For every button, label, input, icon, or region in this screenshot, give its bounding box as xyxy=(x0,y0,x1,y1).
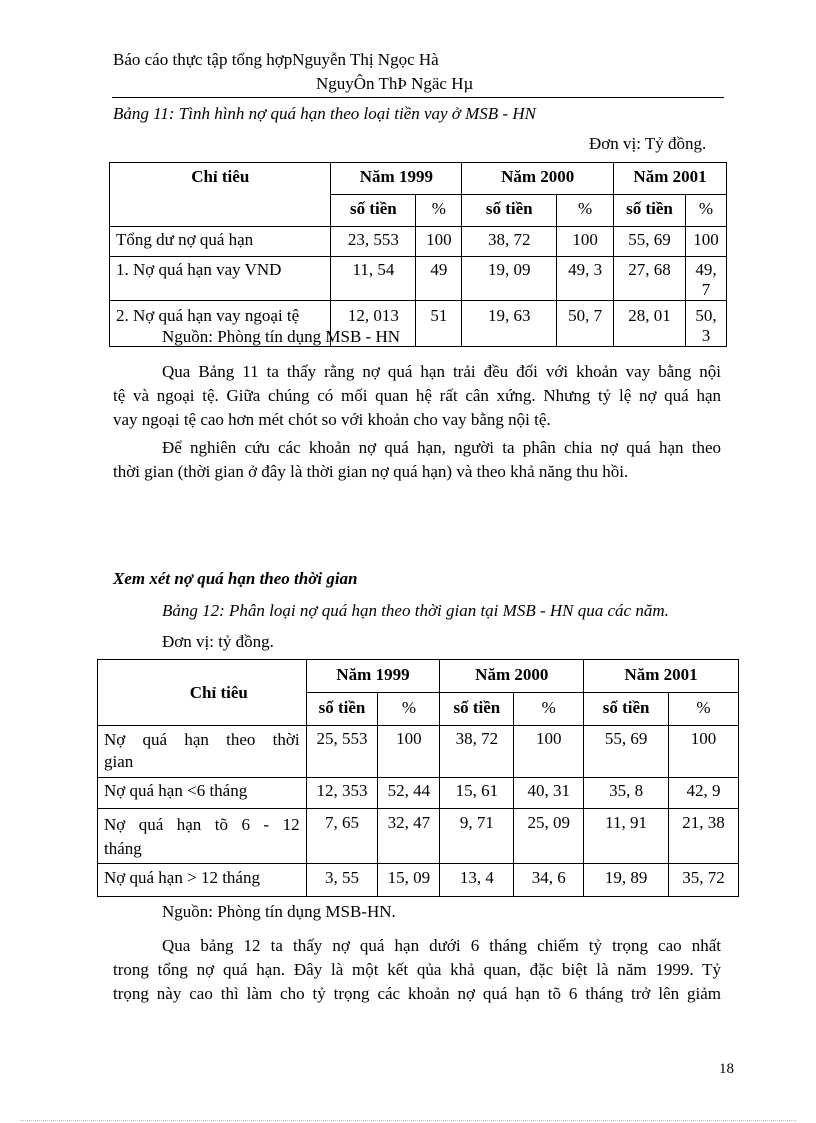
cell: 40, 31 xyxy=(514,778,584,809)
cell: 49, 3 xyxy=(557,257,614,301)
cell: 51 xyxy=(416,301,462,347)
table11-sub-pct: % xyxy=(557,195,614,227)
row-label: Nợ quá hạn > 12 tháng xyxy=(98,864,307,897)
cell: 9, 71 xyxy=(440,809,514,864)
row-label xyxy=(98,726,307,778)
cell: 28, 01 xyxy=(614,301,686,347)
table11-year-1999: Năm 1999 xyxy=(331,163,462,195)
table11-sub-amount: số tiền xyxy=(462,195,557,227)
cell: 7, 65 xyxy=(306,809,378,864)
cell: 21, 38 xyxy=(669,809,739,864)
cell: 34, 6 xyxy=(514,864,584,897)
table11-source: Nguồn: Phòng tín dụng MSB - HN xyxy=(162,327,401,346)
page-edge-divider xyxy=(20,1120,796,1121)
cell: 32, 47 xyxy=(378,809,440,864)
paragraph-line: trong tổng nợ quá hạn. Đây là một kết qủa khả quan, đặc biệt là năm 1999. Tỷ xyxy=(113,960,721,979)
table11-year-2000: Năm 2000 xyxy=(462,163,614,195)
header-line-2: NguyÔn ThÞ Ngäc Hµ xyxy=(316,74,474,93)
paragraph-line: trọng này cao thì làm cho tỷ trọng các khoản nợ quá hạn tõ 6 tháng trở lên giảm xyxy=(113,984,721,1003)
header-line-1: Báo cáo thực tập tổng hợpNguyễn Thị Ngọc Hà xyxy=(113,50,439,69)
row-label: 1. Nợ quá hạn vay VND xyxy=(110,257,331,301)
cell: 35, 8 xyxy=(584,778,669,809)
cell: 100 xyxy=(514,726,584,778)
cell: 11, 54 xyxy=(331,257,416,301)
cell: 100 xyxy=(557,227,614,257)
cell: 100 xyxy=(378,726,440,778)
table12-sub-amount: số tiền xyxy=(440,693,514,726)
table12-year-2001: Năm 2001 xyxy=(584,660,739,693)
row-label-line: Nợ quá hạn theo thời xyxy=(104,730,300,749)
table12-year-2000: Năm 2000 xyxy=(440,660,584,693)
table12-sub-pct: % xyxy=(669,693,739,726)
table11-sub-pct: % xyxy=(416,195,462,227)
cell: 50, 3 xyxy=(685,301,726,347)
row-label: 2. Nợ quá hạn vay ngoại tệ xyxy=(110,301,331,347)
row-label xyxy=(98,809,307,864)
cell: 25, 553 xyxy=(306,726,378,778)
paragraph-line: Qua Bảng 11 ta thấy rằng nợ quá hạn trải đều đối với khoản vay bằng nội xyxy=(162,362,721,381)
table-row xyxy=(110,227,727,257)
table11-caption: Bảng 11: Tình hình nợ quá hạn theo loại tiền vay ở MSB - HN xyxy=(113,104,536,123)
row-label-line: gian xyxy=(104,752,134,771)
cell: 42, 9 xyxy=(669,778,739,809)
cell: 100 xyxy=(685,227,726,257)
cell: 49, 7 xyxy=(685,257,726,301)
cell: 25, 09 xyxy=(514,809,584,864)
table11-header-chitieu: Chỉ tiêu xyxy=(110,163,331,227)
table11-sub-amount: số tiền xyxy=(614,195,686,227)
header-rule xyxy=(112,97,724,98)
table11-sub-pct: % xyxy=(685,195,726,227)
table12-caption: Bảng 12: Phân loại nợ quá hạn theo thời gian tại MSB - HN qua các năm. xyxy=(162,601,669,620)
cell: 27, 68 xyxy=(614,257,686,301)
cell: 15, 09 xyxy=(378,864,440,897)
paragraph-line: tệ và ngoại tệ. Giữa chúng có mối quan hệ rất cân xứng. Nhưng tỷ lệ nợ quá hạn xyxy=(113,386,721,405)
cell: 11, 91 xyxy=(584,809,669,864)
row-label-line: tháng xyxy=(104,839,142,858)
cell: 19, 89 xyxy=(584,864,669,897)
cell: 100 xyxy=(416,227,462,257)
cell: 50, 7 xyxy=(557,301,614,347)
table11-year-2001: Năm 2001 xyxy=(614,163,727,195)
paragraph xyxy=(113,436,721,484)
cell: 15, 61 xyxy=(440,778,514,809)
table11-sub-amount: số tiền xyxy=(331,195,416,227)
cell: 12, 013 xyxy=(331,301,416,347)
table-row xyxy=(98,778,739,809)
cell: 3, 55 xyxy=(306,864,378,897)
row-label-line: Nợ quá hạn tõ 6 - 12 xyxy=(104,815,300,834)
paragraph-line: vay ngoại tệ cao hơn mét chót so với khoản cho vay bằng nội tệ. xyxy=(113,410,551,429)
table11 xyxy=(109,162,727,347)
cell: 38, 72 xyxy=(462,227,557,257)
cell: 19, 09 xyxy=(462,257,557,301)
table-row xyxy=(98,809,739,864)
table12-sub-amount: số tiền xyxy=(584,693,669,726)
cell: 49 xyxy=(416,257,462,301)
table-row xyxy=(110,257,727,301)
cell: 35, 72 xyxy=(669,864,739,897)
cell: 13, 4 xyxy=(440,864,514,897)
table-row xyxy=(98,864,739,897)
cell: 12, 353 xyxy=(306,778,378,809)
table12-unit: Đơn vị: tỷ đồng. xyxy=(162,632,274,651)
cell: 52, 44 xyxy=(378,778,440,809)
table12-sub-amount: số tiền xyxy=(306,693,378,726)
table12-year-1999: Năm 1999 xyxy=(306,660,440,693)
cell: 38, 72 xyxy=(440,726,514,778)
paragraph-line: thời gian (thời gian ở đây là thời gian nợ quá hạn) và theo khả năng thu hồi. xyxy=(113,462,629,481)
cell: 55, 69 xyxy=(614,227,686,257)
row-label: Nợ quá hạn <6 tháng xyxy=(98,778,307,809)
row-label: Tổng dư nợ quá hạn xyxy=(110,227,331,257)
paragraph-line: Để nghiên cứu các khoản nợ quá hạn, người ta phân chia nợ quá hạn theo xyxy=(162,438,721,457)
page-number: 18 xyxy=(719,1061,734,1077)
table12-sub-pct: % xyxy=(378,693,440,726)
cell: 55, 69 xyxy=(584,726,669,778)
cell: 19, 63 xyxy=(462,301,557,347)
paragraph xyxy=(113,360,721,432)
section-heading: Xem xét nợ quá hạn theo thời gian xyxy=(113,569,358,588)
paragraph xyxy=(113,934,721,1006)
table12 xyxy=(97,659,739,897)
table12-header-chitieu: Chỉ tiêu xyxy=(98,660,307,726)
table-row xyxy=(98,726,739,778)
table11-unit: Đơn vị: Tỷ đồng. xyxy=(589,134,707,153)
table12-sub-pct: % xyxy=(514,693,584,726)
table12-source: Nguồn: Phòng tín dụng MSB-HN. xyxy=(162,902,396,921)
paragraph-line: Qua bảng 12 ta thấy nợ quá hạn dưới 6 tháng chiếm tỷ trọng cao nhất xyxy=(162,936,721,955)
cell: 23, 553 xyxy=(331,227,416,257)
cell: 100 xyxy=(669,726,739,778)
